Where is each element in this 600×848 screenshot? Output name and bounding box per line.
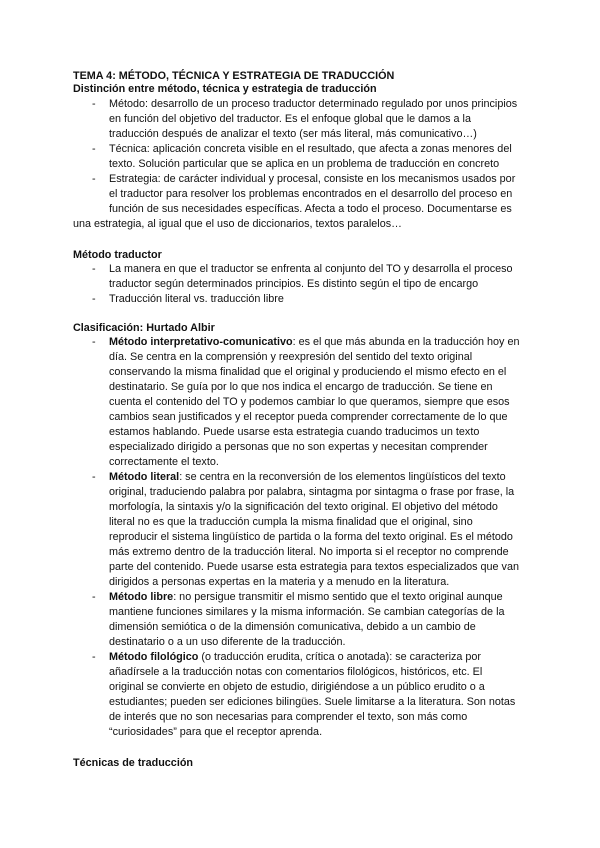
metodo-traductor-list xyxy=(73,262,520,307)
method-term: Método libre xyxy=(109,591,174,603)
section-heading-distincion: Distinción entre método, técnica y estrategia de traducción xyxy=(73,83,377,95)
list-item xyxy=(73,142,520,172)
list-item-text: La manera en que el traductor se enfrenta al conjunto del TO y desarrolla el proceso traductor según determinados principios. Es distinto según el tipo de encargo xyxy=(109,263,513,290)
document-title: TEMA 4: MÉTODO, TÉCNICA Y ESTRATEGIA DE TRADUCCIÓN xyxy=(73,70,395,82)
section-heading-tecnicas: Técnicas de traducción xyxy=(73,757,194,769)
bullet-dash: - xyxy=(92,143,96,155)
bullet-dash: - xyxy=(92,336,96,348)
method-description: (o traducción erudita, crítica o anotada): se caracteriza por añadírsele a la traducción notas con comentarios filológicos, históricos, etc. El original se convierte en objeto de estudio, dirigiéndose a un público erudito o a estudiantes; pueden ser ediciones bilingües. Suele limitarse a la literatura. Son notas de interés que no son necesarias para comprender el texto, son más como “curiosidades” para que el receptor aprenda. xyxy=(109,651,516,738)
section-heading-metodo-traductor: Método traductor xyxy=(73,249,162,261)
list-item-text: Método: desarrollo de un proceso traductor determinado regulado por unos principios en función del objetivo del traductor. Es el enfoque global que le damos a la traducción después de analizar el texto (ser más literal, más comunicativo…) xyxy=(109,98,518,140)
method-term: Método interpretativo-comunicativo xyxy=(109,336,293,348)
list-item xyxy=(73,335,520,470)
list-item xyxy=(73,292,520,307)
continuation-text: una estrategia, al igual que el uso de diccionarios, textos paralelos… xyxy=(73,218,402,230)
method-description: : es el que más abunda en la traducción hoy en día. Se centra en la comprensión y reexpresión del sentido del texto original conservando la misma finalidad que el original y produciendo el mismo efecto en el destinatario. Se guía por lo que nos indica el encargo de traducción. Se tiene en cuenta el contenido del TO y podemos cambiar lo que queramos, siempre que esos cambios sean justificados y el receptor pueda comprender correctamente de lo que estamos hablando. Puede usarse esta estrategia cuando traducimos un texto especializado dirigido a personas que no son expertas y necesitan comprender correctamente el texto. xyxy=(109,336,520,468)
bullet-dash: - xyxy=(92,591,96,603)
bullet-dash: - xyxy=(92,173,96,185)
bullet-dash: - xyxy=(92,651,96,663)
bullet-dash: - xyxy=(92,98,96,110)
section-heading-clasificacion: Clasificación: Hurtado Albir xyxy=(73,322,215,334)
definitions-list xyxy=(73,97,520,217)
method-description: : no persigue transmitir el mismo sentido que el texto original aunque mantiene funciones similares y la misma información. Se cambian categorías de la dimensión semiótica o de la dimensión comunicativa, debido a un cambio de destinatario o a un uso diferente de la traducción. xyxy=(109,591,505,648)
list-item-text: Técnica: aplicación concreta visible en el resultado, que afecta a zonas menores del texto. Solución particular que se aplica en un problema de traducción en concreto xyxy=(109,143,512,170)
list-item xyxy=(73,650,520,740)
bullet-dash: - xyxy=(92,263,96,275)
list-item-text: Traducción literal vs. traducción libre xyxy=(109,293,284,305)
bullet-dash: - xyxy=(92,471,96,483)
bullet-dash: - xyxy=(92,293,96,305)
method-term: Método literal xyxy=(109,471,180,483)
method-term: Método filológico xyxy=(109,651,199,663)
list-item xyxy=(73,172,520,217)
list-item xyxy=(73,470,520,590)
method-description: : se centra en la reconversión de los elementos lingüísticos del texto original, traduciendo palabra por palabra, sintagma por sintagma o frase por frase, la morfología, la sintaxis y/o la significación del texto original. El objetivo del método literal no es que la traducción cumpla la misma finalidad que el original, sino reproducir el sistema lingüístico de partida o la forma del texto original. Es el método más extremo dentro de la traducción literal. No importa si el receptor no comprende parte del contenido. Puede usarse esta estrategia para textos especializados que van dirigidos a personas expertas en la materia y a menudo en la literatura. xyxy=(109,471,519,588)
list-item xyxy=(73,590,520,650)
list-item xyxy=(73,262,520,292)
list-item-text: Estrategia: de carácter individual y procesal, consiste en los mecanismos usados por el traductor para resolver los problemas encontrados en el desarrollo del proceso en función de sus necesidades específicas. Afecta a todo el proceso. Documentarse es xyxy=(109,173,516,215)
list-item xyxy=(73,97,520,142)
clasificacion-list xyxy=(73,335,520,740)
